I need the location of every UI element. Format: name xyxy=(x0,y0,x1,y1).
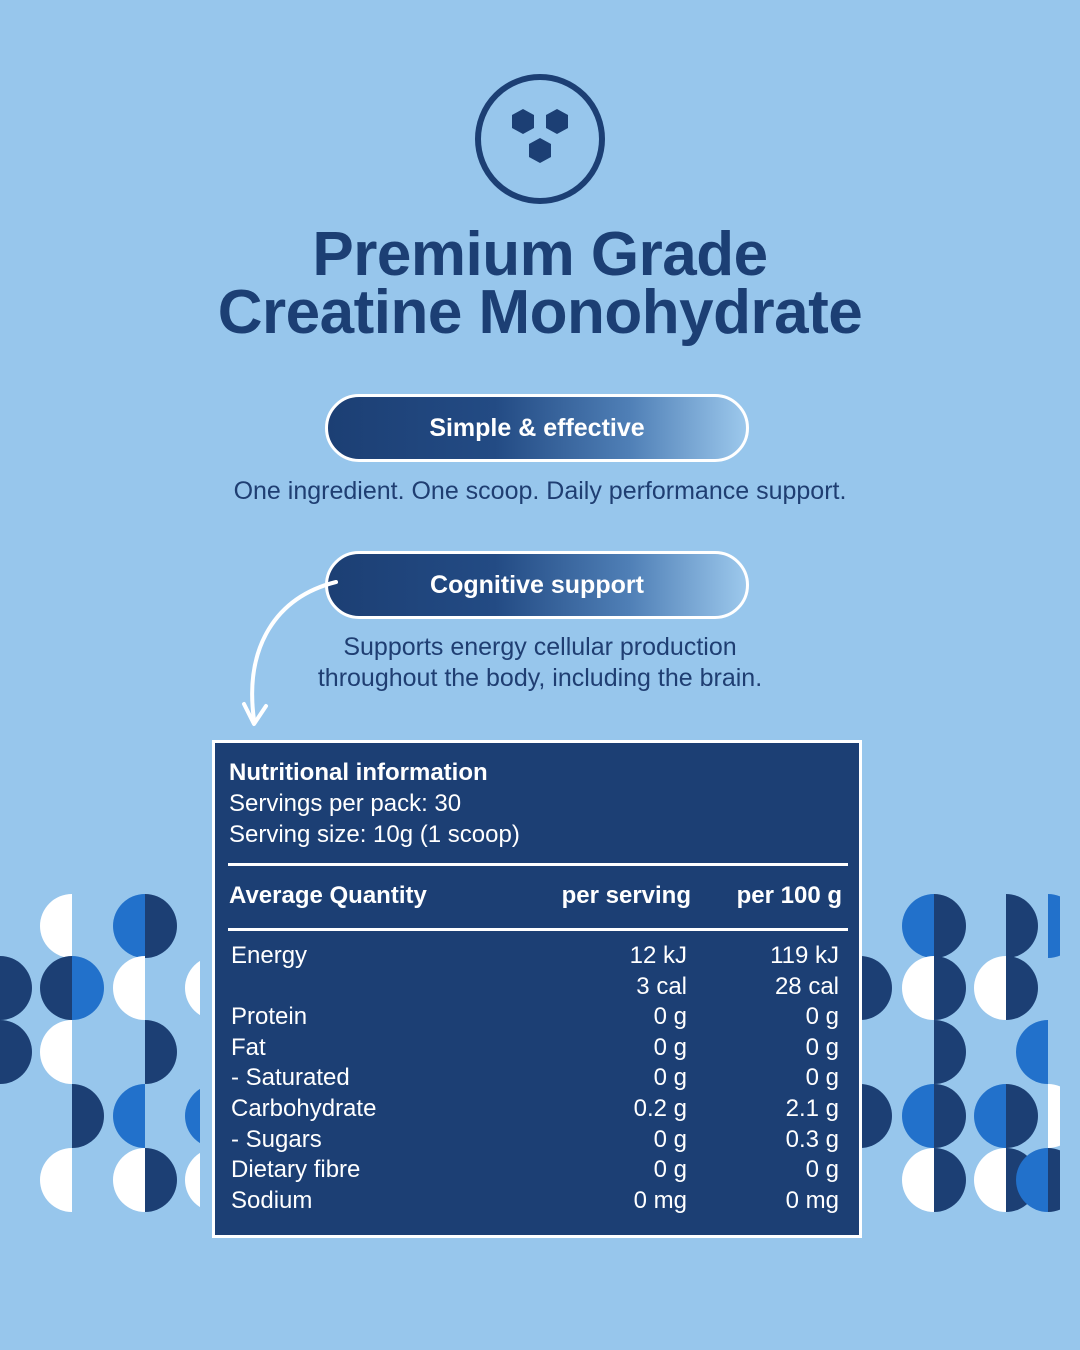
table-row xyxy=(215,1033,859,1064)
per-serving-value: 3 cal xyxy=(636,972,687,1000)
divider xyxy=(228,928,848,931)
per-100g-value: 119 kJ xyxy=(770,942,839,969)
hexagon-cluster-icon xyxy=(473,72,607,206)
nutrient-name: Sodium xyxy=(231,1186,313,1214)
per-100g-value: 0 g xyxy=(805,1003,839,1031)
nutrient-name: Dietary fibre xyxy=(231,1156,361,1184)
nutrient-name: Fat xyxy=(231,1033,266,1061)
per-serving-value: 0 mg xyxy=(633,1186,687,1214)
feature-pill-cognitive xyxy=(325,551,749,619)
feature-description-cognitive xyxy=(0,632,1080,694)
table-row xyxy=(215,1094,859,1125)
curved-arrow-icon xyxy=(236,572,346,742)
feature-pill-simple xyxy=(325,394,749,462)
per-serving-value: 0 g xyxy=(653,1033,687,1061)
feature-pill-label: Cognitive support xyxy=(430,570,644,599)
feature-description-line: One ingredient. One scoop. Daily performance support. xyxy=(233,477,847,505)
divider xyxy=(228,863,848,866)
table-row xyxy=(215,1063,859,1094)
per-100g-value: 0 g xyxy=(805,1033,839,1061)
circle-pattern-left xyxy=(0,892,200,1212)
per-serving-value: 0 g xyxy=(653,1003,687,1031)
nutrient-name: Protein xyxy=(231,1003,308,1031)
page-title xyxy=(0,220,1080,347)
serving-size: Serving size: 10g (1 scoop) xyxy=(229,821,520,848)
table-row xyxy=(215,1002,859,1033)
nutrient-name: Energy xyxy=(231,942,308,969)
feature-description-line: throughout the body, including the brain. xyxy=(317,664,763,692)
nutrition-rows xyxy=(215,941,859,1216)
title-line-2: Creatine Monohydrate xyxy=(217,278,863,347)
feature-description-line: Supports energy cellular production xyxy=(343,633,737,661)
per-serving-value: 12 kJ xyxy=(629,942,687,969)
per-serving-value: 0.2 g xyxy=(633,1094,687,1122)
per-100g-value: 0 mg xyxy=(785,1186,839,1214)
column-header-quantity: Average Quantity xyxy=(229,882,427,909)
nutrition-title: Nutritional information xyxy=(229,759,488,786)
circle-pattern-right xyxy=(860,892,1060,1212)
nutrition-panel xyxy=(212,740,862,1238)
table-row xyxy=(215,1155,859,1186)
column-header-per-serving: per serving xyxy=(561,882,691,909)
nutrient-name: - Saturated xyxy=(231,1064,350,1092)
column-header-per-100g: per 100 g xyxy=(736,882,842,909)
feature-description-simple xyxy=(0,476,1080,507)
table-row xyxy=(215,972,859,1003)
table-row xyxy=(215,1125,859,1156)
nutrient-name: - Sugars xyxy=(231,1125,322,1153)
table-row xyxy=(215,941,859,972)
per-serving-value: 0 g xyxy=(653,1064,687,1092)
per-100g-value: 0 g xyxy=(805,1064,839,1092)
feature-pill-label: Simple & effective xyxy=(429,413,645,442)
per-100g-value: 2.1 g xyxy=(785,1094,839,1122)
table-row xyxy=(215,1186,859,1217)
per-100g-value: 0 g xyxy=(805,1156,839,1184)
per-100g-value: 0.3 g xyxy=(785,1125,839,1153)
title-line-1: Premium Grade xyxy=(312,220,768,289)
per-100g-value: 28 cal xyxy=(774,972,839,1000)
nutrient-name: Carbohydrate xyxy=(231,1094,377,1122)
per-serving-value: 0 g xyxy=(653,1125,687,1153)
servings-per-pack: Servings per pack: 30 xyxy=(229,790,462,817)
per-serving-value: 0 g xyxy=(653,1156,687,1184)
